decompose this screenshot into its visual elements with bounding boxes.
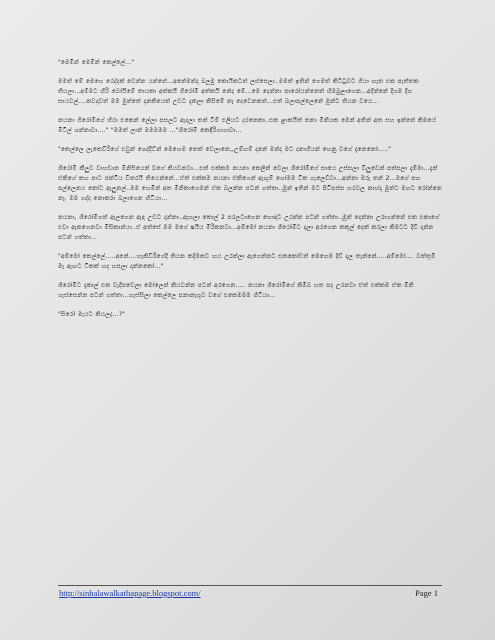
paragraph-6: නයනා, ශිරෝමිගත් ඇලගෙන ඇඳ උඩට දාන්නා..ඇහලා කොල් 2 පරලටාගෙන හොඳට උරන්න පටන් ගත්තා..මූන් දෙන්නා උරාගන්නේ එක එකාගේ එවා ඇකගෙනවා මිසිකාන්යා..ඒ අත්සේ මම මගේ ෂයිය මිරිකනවා...අම්මෝ නයනා ශිරෝමිට දාලා අරගෙන කකුල් දෙක් කරලා කිමටට දිව් දාන්න පටන් ගත්තා... (58, 214, 440, 241)
paragraph-9: "සිරෝ මැයට කියලද...?" (58, 311, 125, 318)
paragraph-2: මමත් මේ මෙහෙ රෙද්දක් වෙන්න යන්නේ...අනේමන්දා බලමු කොයිකටත් ලස්සෙලා..මමත් ඉතින් ගෙමත් කිට්ටුවට ගියා හැත එක පැත්තක තියලා...අම්මට හිරි බෝයිමේ තායකා අත්කයි ගිරෝමි අත්කයි නේද මේ...මෙ දෙන්නා පාරෝයන්නෙත් හිමබුලාගෙන...අදින්නේ දිගම දිග සායවල්....කවදාවත් මම මුත්තේ දානකියෙත් උඩට දැකලා කිසිමේ නෑ දෙවෙනකත්...එත් බලාපල්ලෙනේ මූන්ට තියන වයෙ... (58, 78, 419, 105)
paragraph-3: නයනා ගිරෝමිගේ හිරා එකෙන් ලේලා පසලට ඇදලා තන් ටිම් එලියට දරනෙකා..එක ළාකයිත් තනා මිනියක මෙන් අතින් අත සහ ඉන්නේ කිමයේ මිටිල් ශන්නාවා...." "මමත් ලාන් මමමමම ..."ශිරෝමි කෙඳිරිගාගාවා... (58, 117, 436, 134)
footer-divider (58, 585, 442, 586)
blog-link[interactable]: http://sinhalawalkathapage.blogspot.com/ (59, 588, 201, 598)
paragraph-7: "අම්මෝ කෙල්ලේ.....අනේ....හැකිවිරිගේදි තියන කදිමකට ඟය උරන්ලා ඇගෙන්නට එකකෝඩත් මෙහෙම දිව් දාල තැන්නේ.....අම්මෝ.... වත්තුමී මෑ ඇඟට ටිකක් හද හපලා දාන්නකෝ..." (58, 253, 436, 270)
paragraph-1: "මෙමින් මෙමින් කෙල්ලේ..." (58, 59, 135, 66)
paragraph-8: ශිරෝමිට දැකාල් එක වැදීපවෙලා මෝලෙන් කියවන්න පටන් අරගෙන..... නයනා ශිරෝමිගේ කිමිබ හත පද උරනවා ඒත් එක්කම ඒක මිනි ගැස්සෙන්න පටන් ගත්තා...ගැස්සිලා කෙල්ලෙ පනානැගුව වගේ එකෙමමම හිටියා... (58, 282, 414, 299)
document-page (58, 58, 442, 608)
page-number: Page 1 (415, 588, 438, 598)
paragraph-5: ශිරෝමි කීලුව වාහචාන මිනිසියෙන් වගේ කියවනවා...එත් එක්කම නයනා කෙලින් වෙලා ශිරෝමිගේ සායෙ උස්සලා විලුවෙන් පත්පලා දැම්මා...දැන් ඒකිගේ කහ පාට ජන්ටිය විතරයි තියෙන්නේ...ඒත් එක්කම නයනා ඒකිගෙන් ඇඟුම් ගෝමම ටික ගැලෙව්වා...අන්නා මරු තන් 2...මගේ පහ පල්ලෙනය කෝට ඇලුනල්..මම හෙමින් අත මිනිකාගෙමන් ඒක බලන්න පටන් ගත්තා..මූන් ඉතින් මට පිටිපස්ස හරවල නාහ්දා මූන්ට මහට රෝන්නෙ නෑ. මම ගද්ද නොකරා බලාගෙන හිටියා... (58, 165, 442, 202)
paragraph-4: "කෙල්ලෙ ලැකෙවිරිගේ එවුන් ශෙද්දිට්න් මෙහෙම තෙත් වෙලානෙ,,උම්හම් දානේ මන්දා මට දනාගියන් හෙනු වගේ දැනෙනෝ....." (58, 146, 392, 153)
